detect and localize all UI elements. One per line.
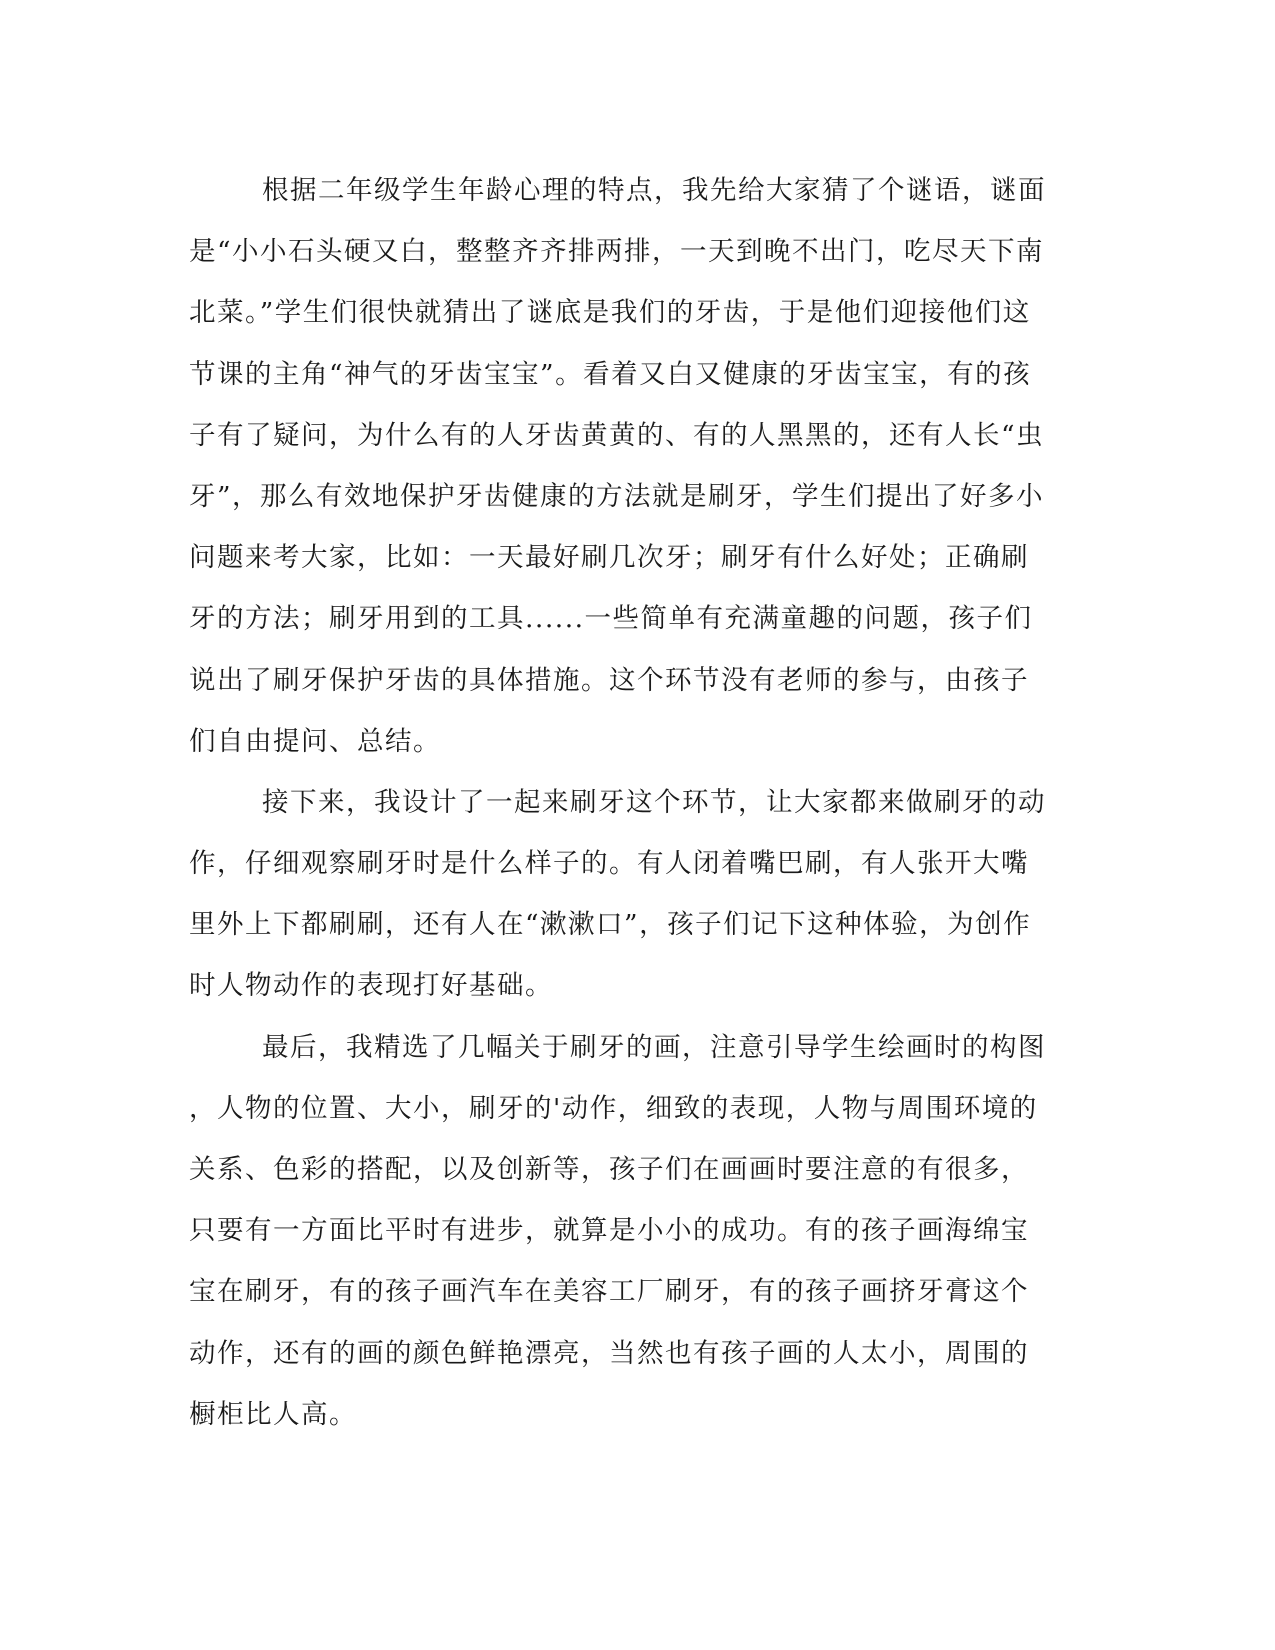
text-line: 动作，还有的画的颜色鲜艳漂亮，当然也有孩子画的人太小，周围的	[189, 1337, 1029, 1369]
text-line: 只要有一方面比平时有进步，就算是小小的成功。有的孩子画海绵宝	[189, 1215, 1029, 1247]
text-line: 里外上下都刷刷，还有人在“漱漱口”，孩子们记下这种体验，为创作	[189, 909, 1032, 941]
text-line: 说出了刷牙保护牙齿的具体措施。这个环节没有老师的参与，由孩子	[189, 664, 1029, 696]
text-line: 牙”，那么有效地保护牙齿健康的方法就是刷牙，学生们提出了好多小	[189, 480, 1045, 512]
text-line: 们自由提问、总结。	[189, 725, 441, 757]
document-body	[189, 160, 1071, 1445]
text-line: 节课的主角“神气的牙齿宝宝”。看着又白又健康的牙齿宝宝，有的孩	[189, 358, 1032, 390]
paragraph-riddle-lesson	[189, 160, 1071, 772]
text-line: 时人物动作的表现打好基础。	[189, 970, 553, 1002]
text-line: 作，仔细观察刷牙时是什么样子的。有人闭着嘴巴刷，有人张开大嘴	[189, 848, 1029, 880]
text-line: ，人物的位置、大小，刷牙的'动作，细致的表现，人物与周围环境的	[189, 1092, 1038, 1124]
text-line: 牙的方法；刷牙用到的工具......一些简单有充满童趣的问题，孩子们	[189, 603, 1033, 635]
text-line: 橱柜比人高。	[189, 1398, 357, 1430]
text-line: 北菜。”学生们很快就猜出了谜底是我们的牙齿，于是他们迎接他们这	[189, 297, 1031, 329]
text-line: 是“小小石头硬又白，整整齐齐排两排，一天到晚不出门，吃尽天下南	[189, 236, 1045, 268]
text-line: 问题来考大家，比如：一天最好刷几次牙；刷牙有什么好处；正确刷	[189, 542, 1029, 574]
paragraph-drawing-guidance	[189, 1017, 1071, 1445]
text-line: 宝在刷牙，有的孩子画汽车在美容工厂刷牙，有的孩子画挤牙膏这个	[189, 1276, 1029, 1308]
paragraph-brushing-activity	[189, 772, 1071, 1017]
text-line: 根据二年级学生年龄心理的特点，我先给大家猜了个谜语，谜面	[262, 175, 1046, 206]
text-line: 子有了疑问，为什么有的人牙齿黄黄的、有的人黑黑的，还有人长“虫	[189, 419, 1045, 451]
text-line: 关系、色彩的搭配，以及创新等，孩子们在画画时要注意的有很多，	[189, 1154, 1029, 1185]
text-line: 接下来，我设计了一起来刷牙这个环节，让大家都来做刷牙的动	[262, 786, 1046, 818]
text-line: 最后，我精选了几幅关于刷牙的画，注意引导学生绘画时的构图	[262, 1031, 1046, 1063]
